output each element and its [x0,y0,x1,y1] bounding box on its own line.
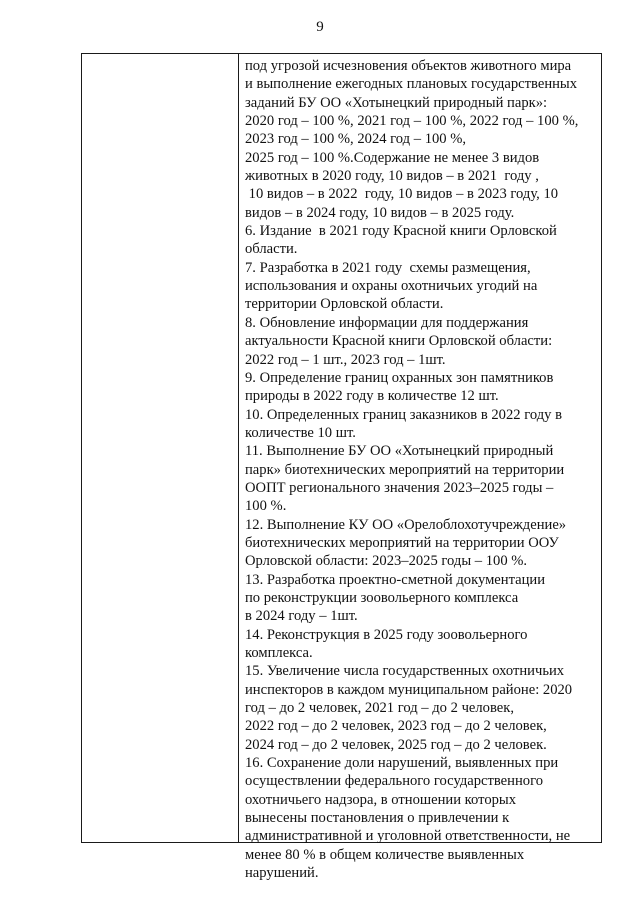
text-line: и выполнение ежегодных плановых государственных [245,76,578,93]
text-line: в 2024 году – 1шт. [245,608,358,625]
text-line: 16. Сохранение доли нарушений, выявленных при [245,755,559,772]
text-line: ООПТ регионального значения 2023–2025 годы – [245,479,554,496]
text-line: 7. Разработка в 2021 году схемы размещения, [245,259,531,276]
text-line: территории Орловской области. [245,296,444,313]
text-line: 100 %. [245,498,287,515]
text-line: биотехнических мероприятий на территории ООУ [245,534,559,551]
text-line: 8. Обновление информации для поддержания [245,314,529,331]
text-line: по реконструкции зоовольерного комплекса [245,589,519,606]
column-divider [238,54,239,842]
text-line: 10. Определенных границ заказников в 2022 году в [245,406,562,423]
text-line: количестве 10 шт. [245,424,356,441]
text-line: административной и уголовной ответственности, не [245,828,571,845]
text-line: 12. Выполнение КУ ОО «Орелоблохотучреждение» [245,516,567,533]
text-line: актуальности Красной книги Орловской области: [245,333,553,350]
text-line: под угрозой исчезновения объектов животного мира [245,58,572,74]
text-line: 15. Увеличение числа государственных охотничьих [245,663,565,680]
text-line: использования и охраны охотничьих угодий на [245,278,538,295]
text-line: видов – в 2024 году, 10 видов – в 2025 году. [245,204,515,221]
text-line: области. [245,241,298,258]
table-right-cell [245,57,597,882]
text-line: 2022 год – 1 шт., 2023 год – 1шт. [245,351,446,368]
text-line: 2025 год – 100 %.Содержание не менее 3 видов [245,149,540,166]
text-line: 10 видов – в 2022 году, 10 видов – в 2023 году, 10 [245,186,559,203]
text-line: парк» биотехнических мероприятий на территории [245,461,565,478]
text-line: 6. Издание в 2021 году Красной книги Орловской [245,223,557,240]
text-line: 2020 год – 100 %, 2021 год – 100 %, 2022 год – 100 %, [245,113,579,130]
text-line: заданий БУ ОО «Хотынецкий природный парк»: [245,94,548,111]
text-line: менее 80 % в общем количестве выявленных [245,846,525,863]
text-line: 11. Выполнение БУ ОО «Хотынецкий природный [245,443,554,460]
text-line: инспекторов в каждом муниципальном районе: 2020 [245,681,573,698]
text-line: 2024 год – до 2 человек, 2025 год – до 2 человек. [245,736,547,753]
text-line: охотничьего надзора, в отношении которых [245,791,517,808]
text-line: 14. Реконструкция в 2025 году зоовольерного [245,626,528,643]
text-line: вынесены постановления о привлечении к [245,810,510,827]
document-table [81,53,602,882]
text-line: осуществлении федерального государственного [245,773,543,790]
text-line: природы в 2022 году в количестве 12 шт. [245,388,499,405]
text-line: Орловской области: 2023–2025 годы – 100 %. [245,553,528,570]
text-line: 13. Разработка проектно-сметной документации [245,571,546,588]
text-line: нарушений. [245,865,319,882]
table-left-cell [82,54,238,842]
page-number: 9 [316,19,324,35]
text-line: 2022 год – до 2 человек, 2023 год – до 2 человек, [245,718,547,735]
text-line: год – до 2 человек, 2021 год – до 2 человек, [245,700,514,717]
text-line: 2023 год – 100 %, 2024 год – 100 %, [245,131,467,148]
text-line: 9. Определение границ охранных зон памятников [245,369,554,386]
text-line: комплекса. [245,645,313,661]
text-line: животных в 2020 году, 10 видов – в 2021 году , [245,168,539,185]
